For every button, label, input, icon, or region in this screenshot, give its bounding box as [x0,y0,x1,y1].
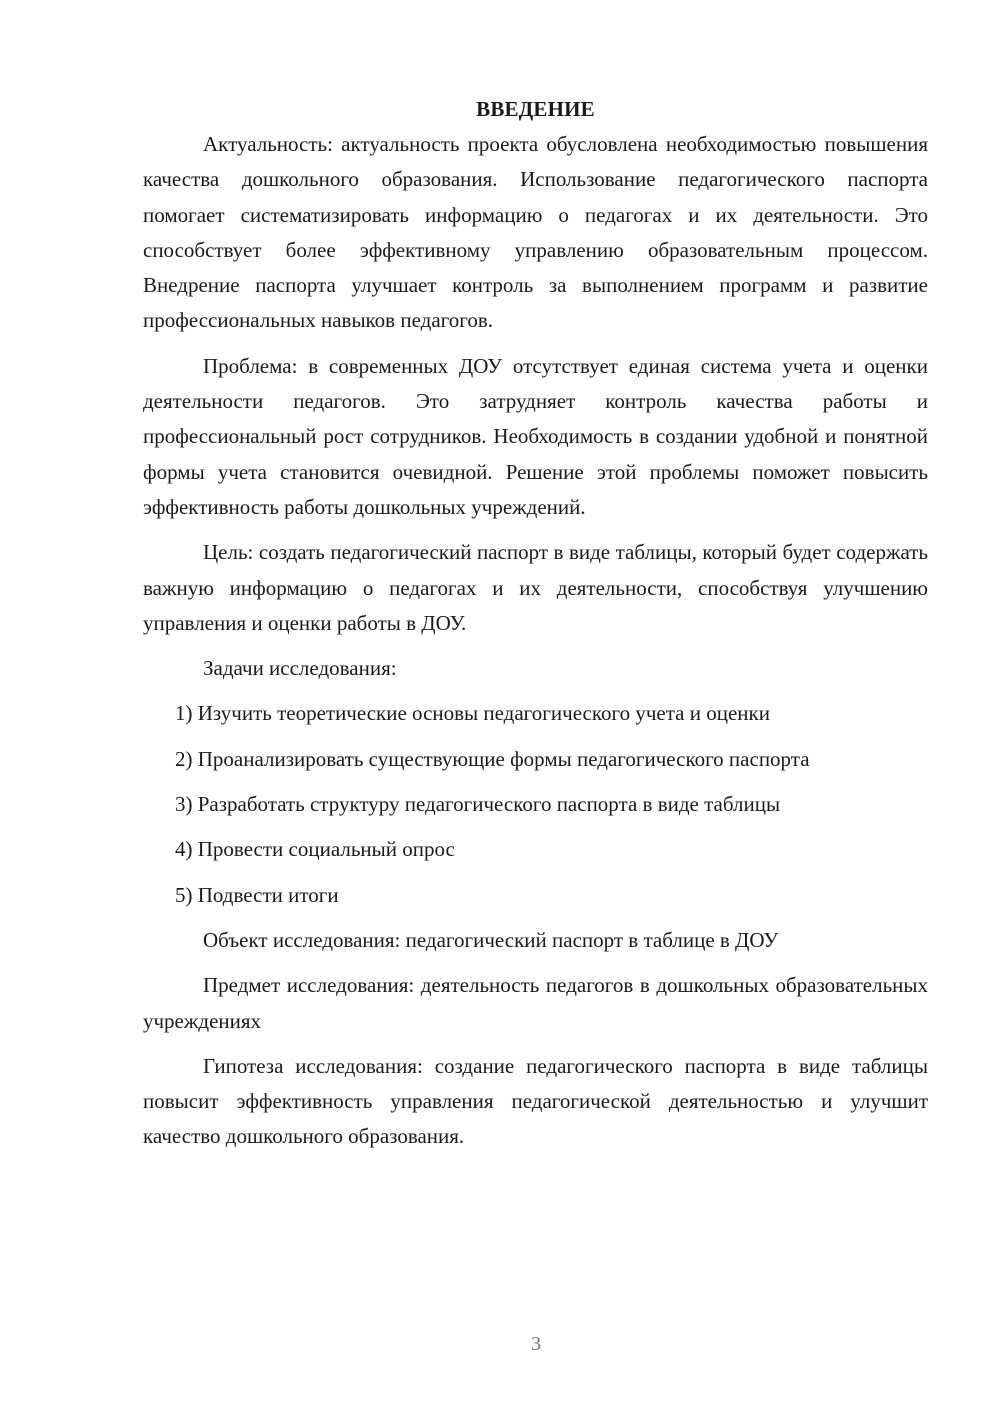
task-item: 3) Разработать структуру педагогического паспорта в виде таблицы [175,792,781,817]
hypothesis-paragraph: Гипотеза исследования: создание педагогического паспорта в виде таблицы повысит эффективность управления педагогической деятельностью и улучшит качество дошкольного образования. [143,1053,928,1149]
task-item: 5) Подвести итоги [175,882,339,907]
document-page [143,92,928,1165]
tasks-heading: Задачи исследования: [203,656,397,681]
relevance-paragraph: Актуальность: актуальность проекта обусловлена необходимостью повышения качества дошкольного образования. Использование педагогического паспорта помогает систематизировать информацию о педагогах и их деятельности. Это способствует более эффективному управлению образовательным процессом. Внедрение паспорта улучшает контроль за выполнением программ и развитие профессиональных навыков педагогов. [143,132,928,333]
section-title: ВВЕДЕНИЕ [476,97,595,121]
object-paragraph: Объект исследования: педагогический паспорт в таблице в ДОУ [203,927,779,952]
subject-paragraph: Предмет исследования: деятельность педагогов в дошкольных образовательных учреждениях [143,973,928,1033]
page-number: 3 [531,1333,541,1355]
task-item: 4) Провести социальный опрос [175,837,455,862]
goal-paragraph: Цель: создать педагогический паспорт в виде таблицы, который будет содержать важную информацию о педагогах и их деятельности, способствуя улучшению управления и оценки работы в ДОУ. [143,540,928,635]
problem-paragraph: Проблема: в современных ДОУ отсутствует единая система учета и оценки деятельности педагогов. Это затрудняет контроль качества работы и профессиональный рост сотрудников. Необходимость в создании удобной и понятной формы учета становится очевидной. Решение этой проблемы поможет повысить эффективность работы дошкольных учреждений. [143,353,928,519]
task-item: 2) Проанализировать существующие формы педагогического паспорта [175,746,810,771]
task-item: 1) Изучить теоретические основы педагогического учета и оценки [175,701,770,726]
